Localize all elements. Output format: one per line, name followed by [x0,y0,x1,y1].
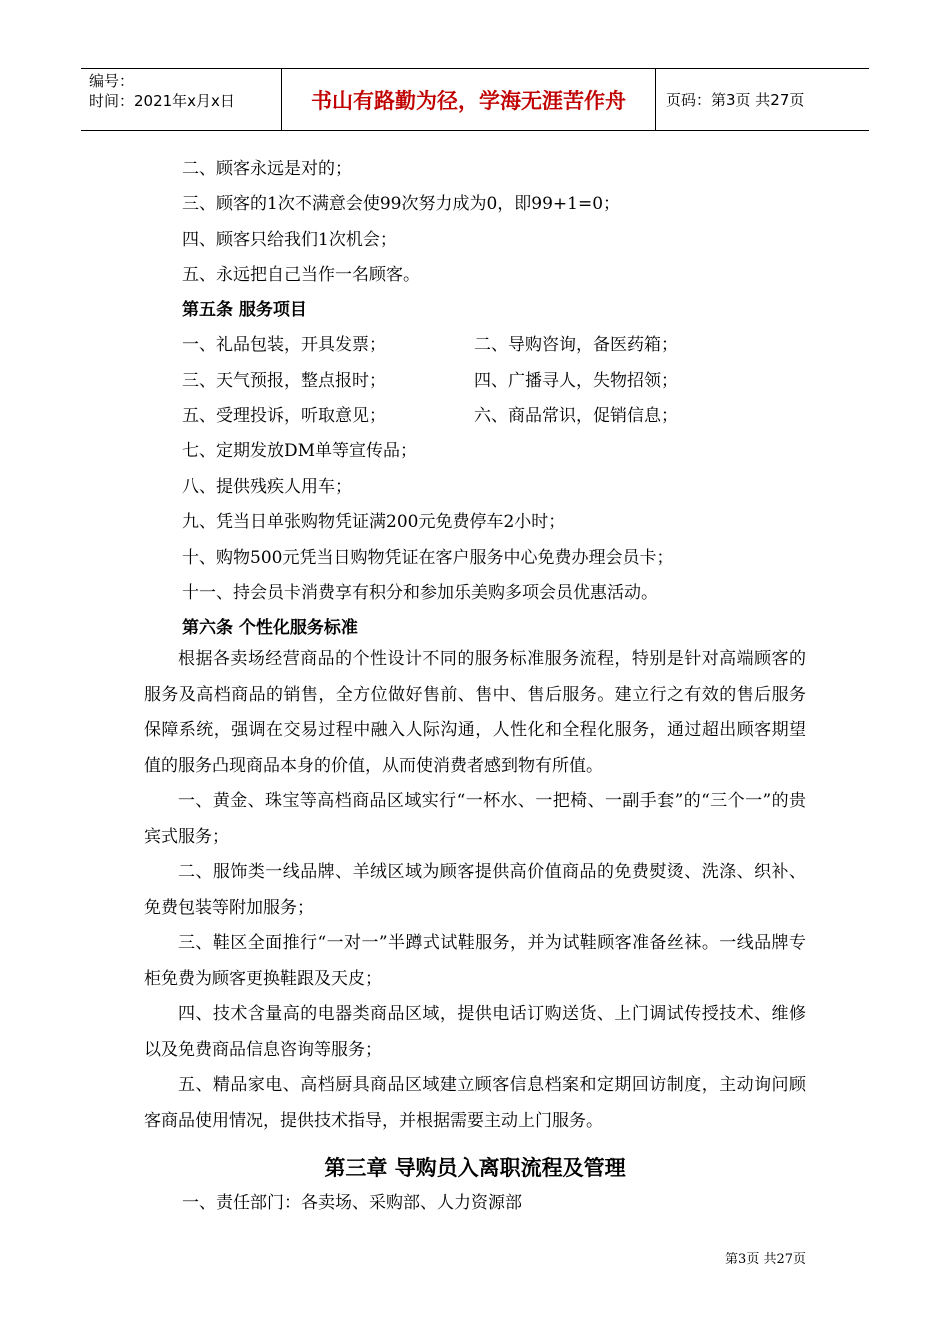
list-item: 二、顾客永远是对的； [182,159,352,179]
page-footer: 第3页 共27页 [725,1252,806,1267]
service-item: 二、导购咨询，备医药箱； [474,335,678,355]
service-item: 一、礼品包装，开具发票； [182,335,386,355]
list-item: 三、顾客的1次不满意会使99次努力成为0，即99+1=0； [182,194,621,214]
service-item: 六、商品常识，促销信息； [474,406,678,426]
paragraph: 一、黄金、珠宝等高档商品区域实行“一杯水、一把椅、一副手套”的“三个一”的贵宾式服务； [144,791,806,847]
service-item: 五、受理投诉，听取意见； [182,406,386,426]
section-title: 第五条 服务项目 [182,300,307,320]
paragraph: 三、鞋区全面推行“一对一”半蹲式试鞋服务，并为试鞋顾客准备丝袜。一线品牌专柜免费为顾客更换鞋跟及天皮； [144,933,806,989]
service-item: 十、购物500元凭当日购物凭证在客户服务中心免费办理会员卡； [182,548,674,568]
service-item: 三、天气预报，整点报时； [182,371,386,391]
doc-number: 编号： [89,72,135,90]
doc-date: 时间：2021年x月x日 [89,92,235,110]
chapter-title: 第三章 导购员入离职流程及管理 [324,1156,626,1180]
list-item: 四、顾客只给我们1次机会； [182,230,397,250]
header-motto: 书山有路勤为径，学海无涯苦作舟 [282,69,656,130]
paragraph: 根据各卖场经营商品的个性设计不同的服务标准服务流程，特别是针对高端顾客的服务及高档商品的销售，全方位做好售前、售中、售后服务。建立行之有效的售后服务保障系统，强调在交易过程中融入人际沟通，人性化和全程化服务，通过超出顾客期望值的服务凸现商品本身的价值，从而使消费者感到物有所值。 [144,649,806,776]
paragraph: 五、精品家电、高档厨具商品区域建立顾客信息档案和定期回访制度，主动询问顾客商品使用情况，提供技术指导，并根据需要主动上门服务。 [144,1075,806,1131]
service-item: 四、广播寻人，失物招领； [474,371,678,391]
list-item: 一、责任部门：各卖场、采购部、人力资源部 [182,1193,522,1213]
page-header [81,68,869,131]
header-page-number: 页码：第3页 共27页 [666,91,805,109]
service-item: 十一、持会员卡消费享有积分和参加乐美购多项会员优惠活动。 [182,583,658,603]
section-title: 第六条 个性化服务标准 [182,618,358,638]
header-left-cell [81,69,282,130]
service-item: 八、提供残疾人用车； [182,477,352,497]
paragraph: 二、服饰类一线品牌、羊绒区域为顾客提供高价值商品的免费熨烫、洗涤、织补、免费包装等附加服务； [144,862,806,918]
list-item: 五、永远把自己当作一名顾客。 [182,265,420,285]
service-item: 七、定期发放DM单等宣传品； [182,441,418,461]
paragraph: 四、技术含量高的电器类商品区域，提供电话订购送货、上门调试传授技术、维修以及免费商品信息咨询等服务； [144,1004,806,1060]
service-item: 九、凭当日单张购物凭证满200元免费停车2小时； [182,512,566,532]
